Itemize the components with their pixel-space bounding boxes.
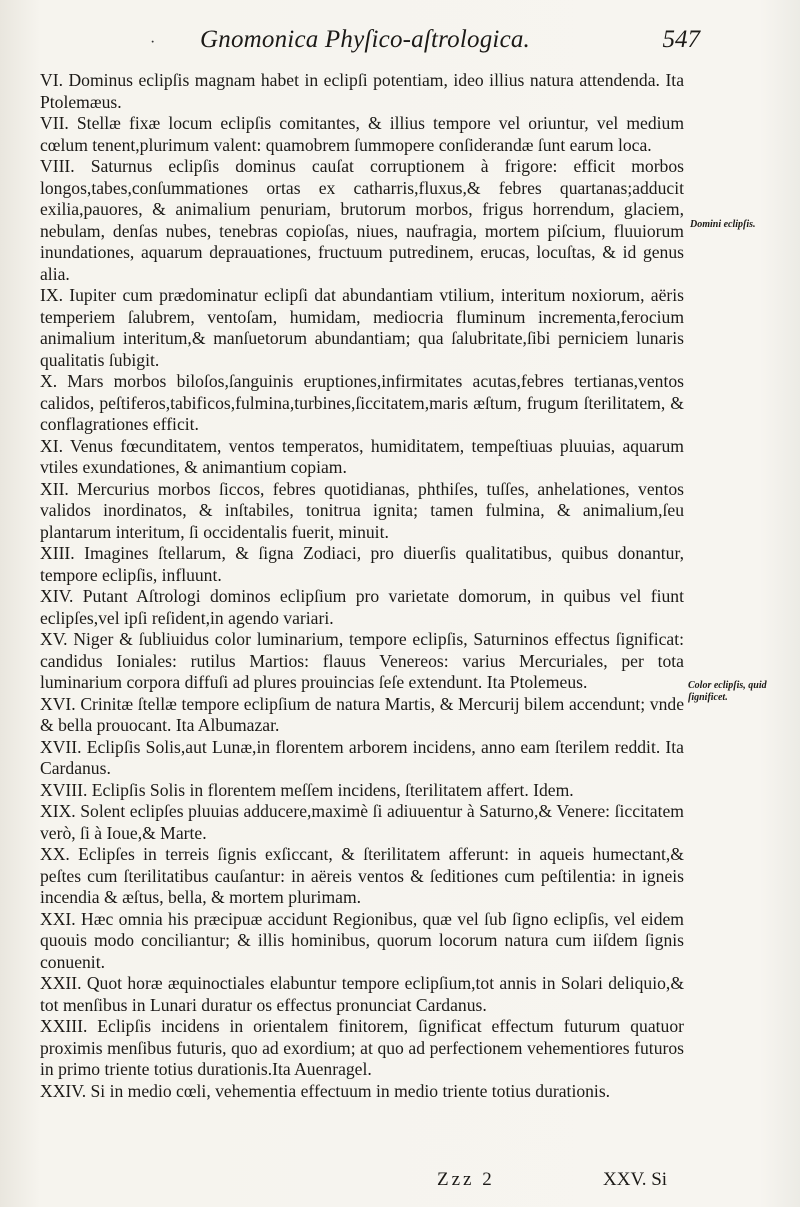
main-text <box>40 70 684 1102</box>
margin-note-color-eclipsis: Color eclipſis, quid ſignificet. <box>688 680 767 703</box>
paragraph-x: X. Mars morbos biloſos,ſanguinis eruptiones,infirmitates acutas,febres tertianas,ventos calidos, peſtiferos,tabificos,fulmina,turbines,ſiccitatem,maris æſtum, frugum ſterilitatem, & conflagrationes efficit. <box>40 371 684 434</box>
paragraph-xxiv: XXIV. Si in medio cœli, vehementia effectuum in medio triente totius durationis. <box>40 1080 611 1101</box>
paragraph-vii: VII. Stellæ fixæ locum eclipſis comitantes, & illius tempore vel oriuntur, vel medium cœlum tenent,plurimum valent: quamobrem ſummopere conſiderandæ ſunt earum loca. <box>40 113 684 155</box>
paragraph-xi: XI. Venus fœcunditatem, ventos temperatos, humiditatem, tempeſtiuas pluuias, aquarum vtiles exundationes, & animantium copiam. <box>40 435 684 477</box>
paragraph-xii: XII. Mercurius morbos ſiccos, febres quotidianas, phthiſes, tuſſes, anhelationes, ventos validos inordinatos, & inſtabiles, tonitrua ignita; tamen fulmina, & animalium,ſeu plantarum interitum, ſi occidentalis fuerit, minuit. <box>40 478 684 542</box>
paragraph-vi: VI. Dominus eclipſis magnam habet in eclipſi potentiam, ideo illius natura attendenda. Ita Ptolemæus. <box>40 70 684 112</box>
paragraph-xiv: XIV. Putant Aſtrologi dominos eclipſium pro varietate domorum, in quibus vel fiunt eclipſes,vel ipſi reſident,in agendo variari. <box>40 586 684 628</box>
paragraph-xviii: XVIII. Eclipſis Solis in florentem meſſem incidens, ſterilitatem affert. Idem. <box>40 779 574 800</box>
paragraph-xxii: XXII. Quot horæ æquinoctiales elabuntur tempore eclipſium,tot annis in Solari deliquio,& tot menſibus in Lunari duratur os effectus pronunciat Cardanus. <box>40 973 684 1015</box>
paragraph-xvii: XVII. Eclipſis Solis,aut Lunæ,in florentem arborem incidens, anno eam ſterilem reddit. Ita Cardanus. <box>40 736 684 778</box>
paragraph-xvi: XVI. Crinitæ ſtellæ tempore eclipſium de natura Martis, & Mercurij bilem accendunt; vnde & bella prouocant. Ita Albumazar. <box>40 693 684 735</box>
margin-note-domini-eclipsis: Domini eclipſis. <box>690 219 756 230</box>
paragraph-xix: XIX. Solent eclipſes pluuias adducere,maximè ſi adiuuentur à Saturno,& Venere: ſiccitatem verò, ſi à Ioue,& Marte. <box>40 801 684 843</box>
paragraph-viii: VIII. Saturnus eclipſis dominus cauſat corruptionem à frigore: efficit morbos longos,tabes,conſummationes ortas ex catharris,fluxus,& febres quartanas;adducit exilia,pauores, & animalium penuriam, brutorum morbos, frigus horrendum, glaciem, nebulam, denſas nubes, tenebras copioſas, niues, naufragia, mortem piſcium, fluuiorum inundationes, aquarum deprauationes, fructuum putredinem, erucas, locuſtas, & id genus alia. <box>40 156 684 284</box>
catchword: XXV. Si <box>603 1169 668 1190</box>
paragraph-xxiii: XXIII. Eclipſis incidens in orientalem finitorem, ſignificat effectum futurum quatuor proximis menſibus futuris, quo ad exordium; at quo ad perfectionem vehementiores futuros in primo triente totius durationis.Ita Auenragel. <box>40 1016 684 1079</box>
signature-mark: Zzz 2 <box>437 1169 495 1190</box>
running-title: Gnomonica Phyſico-aſtrologica. <box>200 26 531 53</box>
paragraph-xiii: XIII. Imagines ſtellarum, & ſigna Zodiaci, pro diuerſis qualitatibus, quibus donantur, tempore eclipſis, influunt. <box>40 543 684 585</box>
paragraph-xv: XV. Niger & ſubliuidus color luminarium, tempore eclipſis, Saturninos effectus ſignificat: candidus Ioniales: rutilus Martios: flauus Venereos: varius Mercuriales, per tota luminarium corpora diffuſi ad plures prouincias ſeſe extendunt. Ita Ptolemeus. <box>40 629 684 692</box>
paragraph-xx: XX. Eclipſes in terreis ſignis exſiccant, & ſterilitatem afferunt: in aqueis humectant,& peſtes cum ſterilitatibus cauſantur: in aëreis ventos & ſeditiones cum peſtilentia: in igneis incendia & æſtus, bella, & mortem plurimam. <box>40 844 684 907</box>
paragraph-xxi: XXI. Hæc omnia his præcipuæ accidunt Regionibus, quæ vel ſub ſigno eclipſis, vel eidem quouis modo conciliantur; & illis hominibus, quorum locorum natura cum iiſdem ſignis conuenit. <box>40 908 684 972</box>
page-footer <box>0 1165 800 1195</box>
page-number: 547 <box>662 26 700 53</box>
paragraph-ix: IX. Iupiter cum prædominatur eclipſi dat abundantiam vtilium, interitum noxiorum, aëris temperiem ſalubrem, ventoſam, humidam, mediocria fluminum incrementa,ferocium animalium interitum,& manſuetorum abundantiam; qua ſalubritate,ſibi perniciem lunaris qualitatis ſubigit. <box>40 285 684 370</box>
header-ornament: · <box>150 34 158 51</box>
running-header <box>150 22 710 58</box>
